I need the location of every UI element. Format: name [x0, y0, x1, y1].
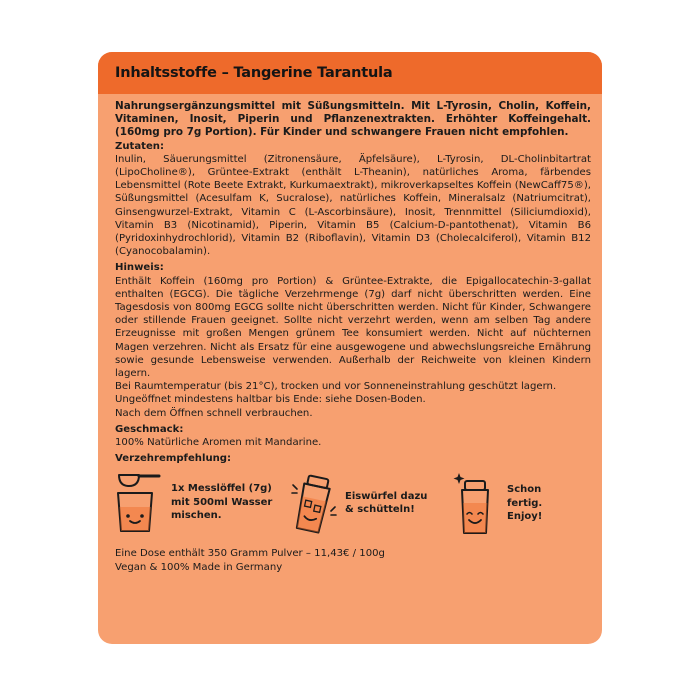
step-shake-label: Eiswürfel dazu & schütteln!	[345, 490, 428, 516]
footer	[115, 547, 591, 573]
step-enjoy	[453, 471, 583, 535]
scoop-and-cup-icon	[115, 471, 163, 533]
shelf-life-text: Ungeöffnet mindestens haltbar bis Ende: siehe Dosen-Boden.	[115, 394, 426, 406]
page-title: Inhaltsstoffe – Tangerine Tarantula	[115, 65, 393, 81]
card-content	[115, 100, 591, 574]
zutaten-text: Inulin, Säuerungsmittel (Zitronensäure, Äpfelsäure), L-Tyrosin, DL-Cholinbitartrat (LipoCholine®), Grüntee-Extrakt (enthält L-Theanin), natürliches Aroma, färbendes Lebensmittel (Rote Beete Extrakt, Kurkumaextrakt), mikroverkapseltes Koffein (NewCaff75®), Süßungsmittel (Acesulfam K, Sucralose), natürliches Koffein, Mineralsalz (Natriumcitrat), Ginsengwurzel-Extrakt, Vitamin C (L-Ascorbinsäure), Inosit, Trennmittel (Siliciumdioxid), Vitamin B3 (Nicotinamid), Piperin, Vitamin B5 (Calcium-D-pantothenat), Vitamin B6 (Pyridoxinhydrochlorid), Vitamin B2 (Riboflavin), Vitamin D3 (Cholecalciferol), Vitamin B12 (Cyanocobalamin).	[115, 153, 591, 258]
geschmack-text: 100% Natürliche Aromen mit Mandarine.	[115, 437, 322, 449]
hinweis-text: Enthält Koffein (160mg pro Portion) & Grüntee-Extrakte, die Epigallocatechin-3-gallat enthalten (EGCG). Die tägliche Verzehrmenge (7g) darf nicht überschritten werden. Eine Tagesdosis von 800mg EGCG sollte nicht überschritten werden. Nicht für Kinder, Schwangere oder stillende Frauen geeignet. Sollte nicht verzehrt werden, wenn am selben Tag andere Erzeugnisse mit großen Mengen grünem Tee konsumiert werden. Nicht auf nüchternen Magen verzehren. Nicht als Ersatz für eine ausgewogene und abwechslungsreiche Ernährung sowie gesunde Lebensweise verwenden. Außerhalb der Reichweite von kleinen Kindern lagern.	[115, 275, 591, 380]
shaking-bottle-icon	[291, 471, 337, 535]
zutaten-title: Zutaten:	[115, 140, 165, 152]
step-shake	[291, 471, 453, 535]
footer-price-text: Eine Dose enthält 350 Gramm Pulver – 11,43€ / 100g	[115, 548, 385, 560]
card-header	[98, 52, 602, 94]
verzehr-title: Verzehrempfehlung:	[115, 453, 232, 465]
step-mix-label: 1x Messlöffel (7g) mit 500ml Wasser mischen.	[171, 483, 273, 522]
happy-shaker-icon	[453, 471, 497, 535]
storage-text: Bei Raumtemperatur (bis 21°C), trocken und vor Sonneneinstrahlung geschützt lagern.	[115, 381, 557, 393]
step-enjoy-label: Schon fertig. Enjoy!	[507, 484, 543, 523]
geschmack-title: Geschmack:	[115, 423, 184, 435]
intro-text: Nahrungsergänzungsmittel mit Süßungsmitteln. Mit L-Tyrosin, Cholin, Koffein, Vitaminen, Inosit, Piperin und Pflanzenextrakten. Erhöhter Koffeingehalt. (160mg pro 7g Portion). Für Kinder und schwangere Frauen nicht empfohlen.	[115, 100, 591, 139]
hinweis-title: Hinweis:	[115, 262, 164, 274]
footer-vegan-text: Vegan & 100% Made in Germany	[115, 561, 283, 573]
preparation-steps	[115, 471, 591, 537]
step-mix	[115, 471, 285, 533]
ingredients-card	[98, 52, 602, 644]
after-opening-text: Nach dem Öffnen schnell verbrauchen.	[115, 407, 313, 419]
